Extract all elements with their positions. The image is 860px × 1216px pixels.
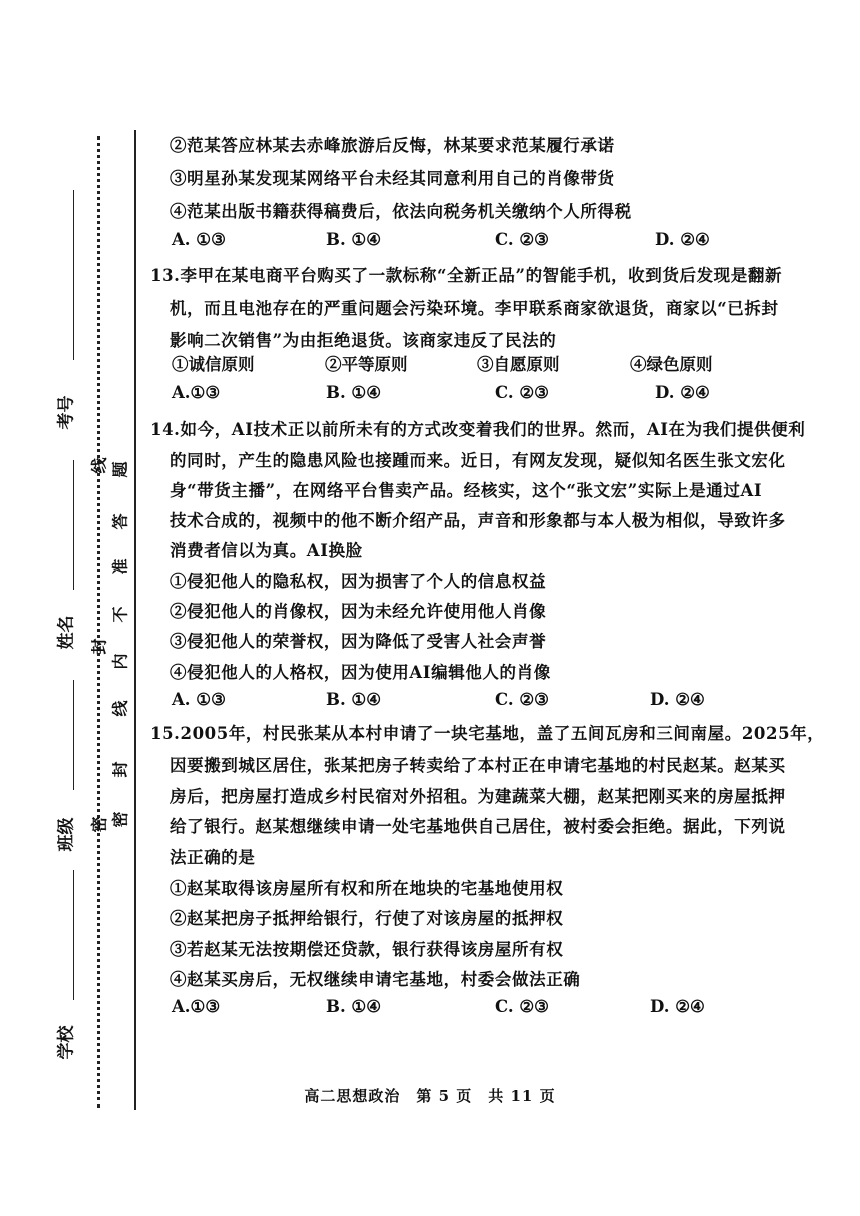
q13-stem-2: 机，而且电池存在的严重问题会污染环境。李甲联系商家欲退货，商家以“已拆封 [170,299,779,318]
name-label: 姓名 [56,615,77,650]
q13-item-1: ①诚信原则 [172,355,255,374]
q15-option-b: B. ①④ [326,997,382,1016]
seal-inner-3: 准 [110,558,130,575]
q15-option-c: C. ②③ [495,997,549,1016]
page-footer: 高二思想政治 第 5 页 共 11 页 [304,1087,556,1105]
q12-item-2: ②范某答应林某去赤峰旅游后反悔，林某要求范某履行承诺 [170,136,615,155]
q13-stem-1: 13.李甲在某电商平台购买了一款标称“全新正品”的智能手机，收到货后发现是翻新 [150,266,783,285]
solid-margin-line [134,130,136,1110]
seal-inner-8: 密 [110,811,130,828]
dotted-binding-line [97,136,100,1108]
q14-stem-3: 身“带货主播”，在网络平台售卖产品。经核实，这个“张文宏”实际上是通过AI [170,481,763,500]
q14-option-c: C. ②③ [495,690,549,709]
q15-item-1: ①赵某取得该房屋所有权和所在地块的宅基地使用权 [170,879,564,898]
q15-stem-2: 因要搬到城区居住，张某把房子转卖给了本村正在申请宅基地的村民赵某。赵某买 [170,756,786,775]
q15-stem-5: 法正确的是 [170,848,256,867]
class-label: 班级 [56,817,77,852]
exam-number-label: 考号 [56,395,77,430]
q14-option-b: B. ①④ [326,690,382,709]
seal-inner-2: 答 [110,513,130,530]
q15-stem-3: 房后，把房屋打造成乡村民宿对外招租。为建蔬菜大棚，赵某把刚买来的房屋抵押 [170,787,786,806]
q12-option-b: B. ①④ [326,230,382,249]
seal-inner-6: 线 [110,700,130,717]
q13-stem-3: 影响二次销售”为由拒绝退货。该商家违反了民法的 [170,331,557,350]
q12-item-3: ③明星孙某发现某网络平台未经其同意利用自己的肖像带货 [170,169,615,188]
seal-inner-4: 不 [110,606,130,623]
school-blank [73,870,74,1000]
seal-inner-7: 封 [110,761,130,778]
seal-inner-5: 内 [110,653,130,670]
q12-option-a: A. ①③ [172,230,226,249]
seal-outer-2: 封 [89,638,109,655]
q14-stem-2: 的同时，产生的隐患风险也接踵而来。近日，有网友发现，疑似知名医生张文宏化 [170,451,786,470]
q13-option-a: A.①③ [172,383,221,402]
q12-item-4: ④范某出版书籍获得稿费后，依法向税务机关缴纳个人所得税 [170,202,632,221]
q12-option-c: C. ②③ [495,230,549,249]
q14-item-1: ①侵犯他人的隐私权，因为损害了个人的信息权益 [170,572,547,591]
q15-option-a: A.①③ [172,997,221,1016]
q14-stem-1: 14.如今，AI技术正以前所未有的方式改变着我们的世界。然而，AI在为我们提供便利 [150,420,806,439]
q15-item-3: ③若赵某无法按期偿还贷款，银行获得该房屋所有权 [170,940,564,959]
q14-option-d: D. ②④ [650,690,705,709]
q13-item-3: ③自愿原则 [477,355,560,374]
school-label: 学校 [56,1025,77,1060]
q15-item-2: ②赵某把房子抵押给银行，行使了对该房屋的抵押权 [170,909,564,928]
q14-stem-4: 技术合成的，视频中的他不断介绍产品，声音和形象都与本人极为相似，导致许多 [170,511,786,530]
q14-item-3: ③侵犯他人的荣誉权，因为降低了受害人社会声誉 [170,632,547,651]
q13-item-4: ④绿色原则 [630,355,713,374]
seal-outer-1: 密 [89,816,109,833]
q12-option-d: D. ②④ [655,230,710,249]
q13-option-c: C. ②③ [495,383,549,402]
q14-item-2: ②侵犯他人的肖像权，因为未经允许使用他人肖像 [170,602,547,621]
q15-option-d: D. ②④ [650,997,705,1016]
q14-option-a: A. ①③ [172,690,226,709]
seal-outer-3: 线 [89,457,109,474]
q13-option-b: B. ①④ [326,383,382,402]
q15-stem-4: 给了银行。赵某想继续申请一处宅基地供自己居住，被村委会拒绝。据此，下列说 [170,817,786,836]
q13-item-2: ②平等原则 [325,355,408,374]
name-blank [73,460,74,590]
q14-stem-5: 消费者信以为真。AI换脸 [170,541,363,560]
q15-item-4: ④赵某买房后，无权继续申请宅基地，村委会做法正确 [170,970,581,989]
q15-stem-1: 15.2005年，村民张某从本村申请了一块宅基地，盖了五间瓦房和三间南屋。2025年， [150,724,825,743]
class-blank [73,680,74,790]
exam-number-blank [73,190,74,360]
q13-option-d: D. ②④ [655,383,710,402]
q14-item-4: ④侵犯他人的人格权，因为使用AI编辑他人的肖像 [170,663,551,682]
seal-inner-1: 题 [110,461,130,478]
